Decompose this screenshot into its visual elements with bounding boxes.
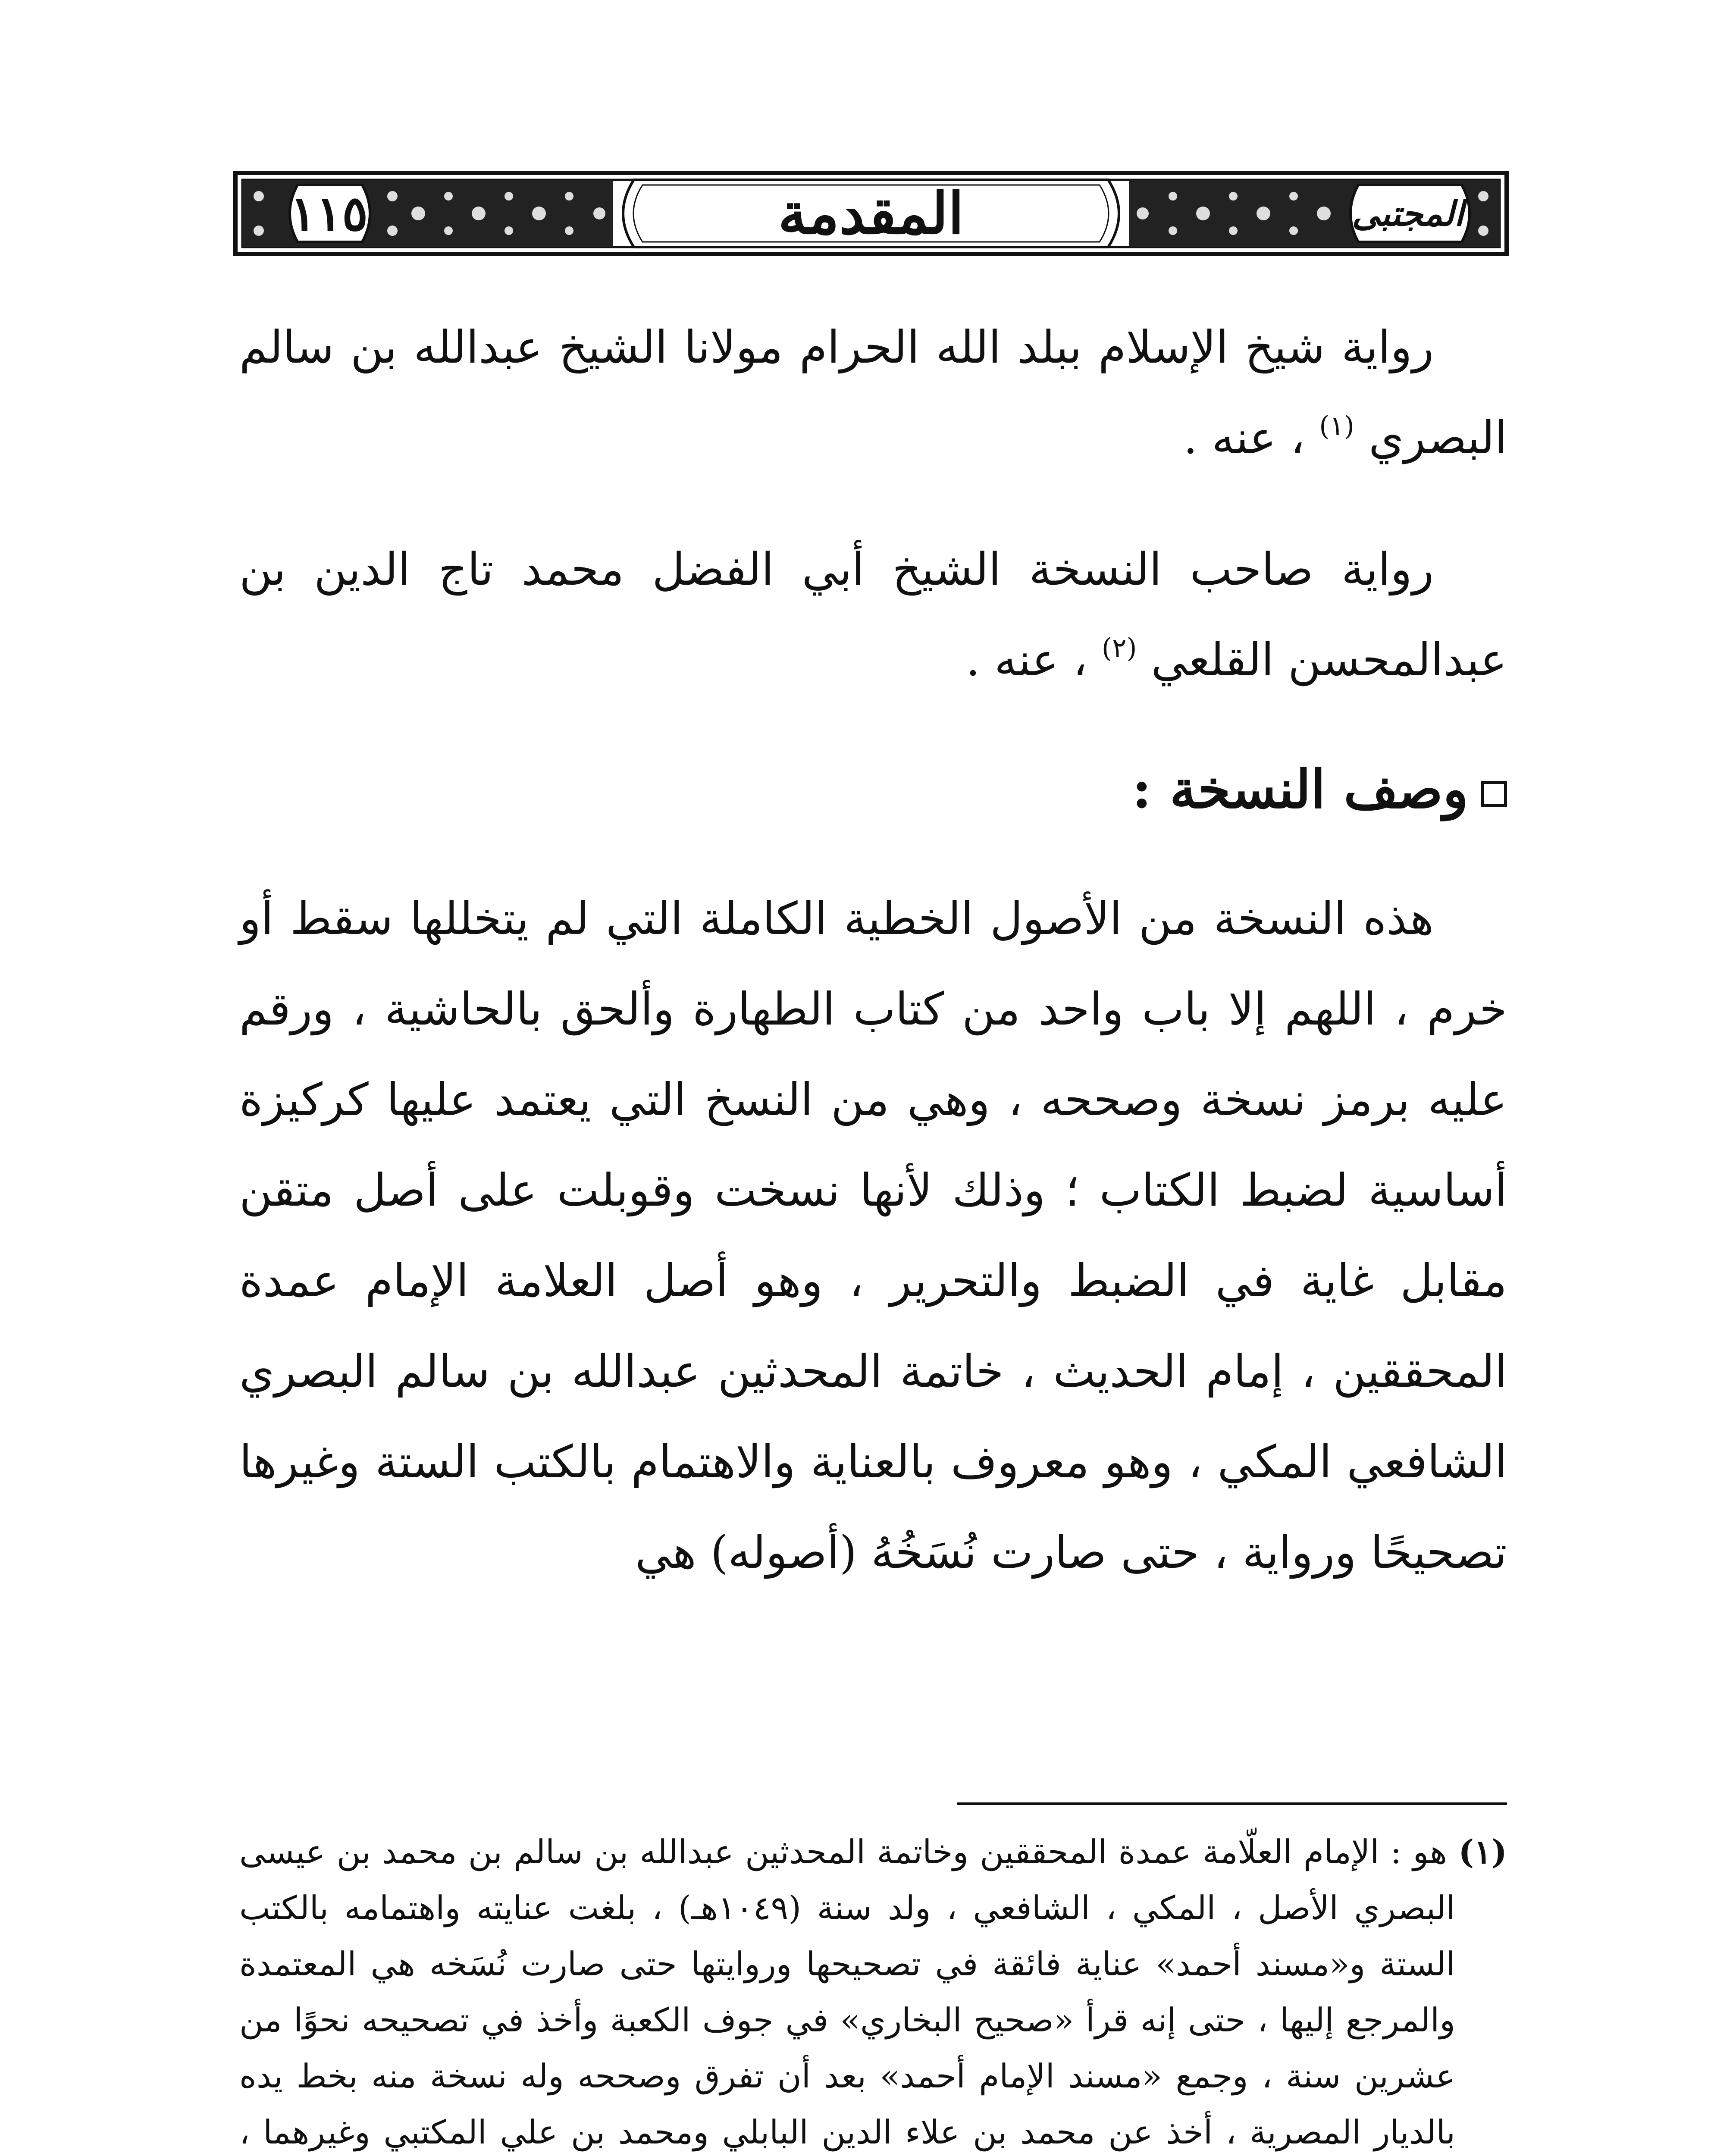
paragraph-tail: ، عنه . (1183, 411, 1305, 464)
footnote-separator (957, 1802, 1507, 1805)
paragraph-narration-2 (239, 524, 1507, 705)
footnote-1 (239, 1824, 1507, 2156)
running-title: المقدمة (778, 180, 964, 247)
section-heading (239, 746, 1507, 832)
square-bullet-icon (1481, 781, 1507, 807)
page-number: ١١٥ (290, 185, 368, 242)
section-heading-text: وصف النسخة : (1132, 758, 1468, 820)
paragraph-narration-1 (239, 302, 1507, 483)
footnotes (239, 1824, 1507, 2156)
footnote-ref-2: (٢) (1101, 632, 1137, 664)
main-text (239, 302, 1507, 1639)
book-logo: المجتبى (1352, 193, 1464, 234)
paragraph-tail: ، عنه . (965, 633, 1087, 686)
footnote-text: هو : الإمام العلّامة عمدة المحققين وخاتمة المحدثين عبدالله بن سالم بن محمد بن عيسى البصري الأصل ، المكي ، الشافعي ، ولد سنة (١٠٤٩هـ) ، بلغت عنايته واهتمامه بالكتب الستة و«مسند أحمد» عناية فائقة في تصحيحها وروايتها حتى صارت نُسَخه هي المعتمدة والمرجع إليها ، حتى إنه قرأ «صحيح البخاري» في جوف الكعبة وأخذ في تصحيحه نحوًا من عشرين سنة ، وجمع «مسند الإمام أحمد» بعد أن تفرق وصححه وله نسخة منه بخط يده بالديار المصرية ، أخذ عن محمد بن علاء الدين البابلي ومحمد بن علي المكتبي وغيرهما ، (239, 1833, 1455, 2151)
paragraph-text: رواية شيخ الإسلام ببلد الله الحرام مولانا الشيخ عبدالله بن سالم البصري (239, 321, 1507, 464)
footnote-number: (١) (1458, 1833, 1507, 1871)
paragraph-text: رواية صاحب النسخة الشيخ أبي الفضل محمد تاج الدين بن عبدالمحسن القلعي (239, 543, 1507, 686)
page-header (233, 170, 1509, 257)
paragraph-description: هذه النسخة من الأصول الخطية الكاملة التي لم يتخللها سقط أو خرم ، اللهم إلا باب واحد من كتاب الطهارة وألحق بالحاشية ، ورقم عليه برمز نسخة وصححه ، وهي من النسخ التي يعتمد عليها كركيزة أساسية لضبط الكتاب ؛ وذلك لأنها نسخت وقوبلت على أصل متقن مقابل غاية في الضبط والتحرير ، وهو أصل العلامة الإمام عمدة المحققين ، إمام الحديث ، خاتمة المحدثين عبدالله بن سالم البصري الشافعي المكي ، وهو معروف بالعناية والاهتمام بالكتب الستة وغيرها تصحيحًا ورواية ، حتى صارت نُسَخُهُ (أصوله) هي (239, 892, 1507, 1579)
footnote-ref-1: (١) (1319, 410, 1354, 442)
